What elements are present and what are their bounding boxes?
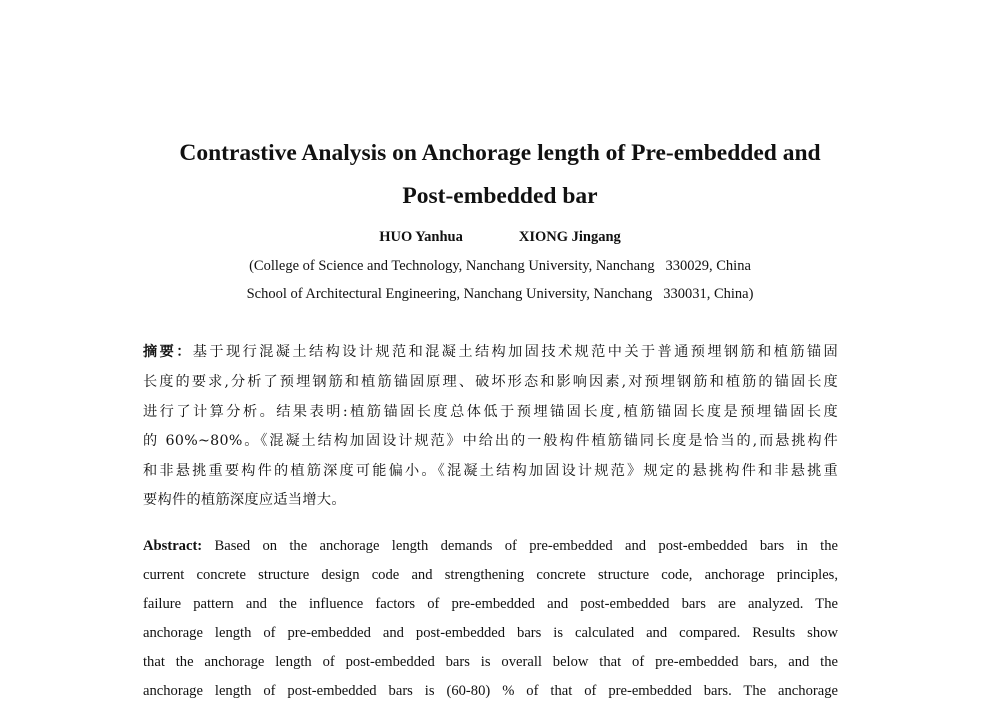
cn-abstract-text: 基于现行混凝土结构设计规范和混凝土结构加固技术规范中关于普通预埋钢筋和植筋锚固 [192,344,838,360]
paper-title-line-1: Contrastive Analysis on Anchorage length of Pre-embedded and [179,140,821,166]
en-abstract-line: that the anchorage length of post-embedded bars is overall below that of pre-embedded bars, and the [143,654,838,670]
author-1: HUO Yanhua [379,229,463,245]
cn-abstract-line: 的 60%~80%。《混凝土结构加固设计规范》中给出的一般构件植筋锚同长度是恰当的,而悬挑构件 [143,433,838,449]
cn-abstract-line: 进行了计算分析。结果表明:植筋锚固长度总体低于预埋锚固长度,植筋锚固长度是预埋锚固长度 [143,404,838,420]
author-2: XIONG Jingang [518,229,621,245]
affiliation-2: School of Architectural Engineering, Nanchang University, Nanchang 330031, China) [246,286,754,302]
en-abstract-label: Abstract: [143,538,203,554]
cn-abstract-line [143,343,838,361]
en-abstract-line [143,537,838,555]
cn-abstract-line: 要构件的植筋深度应适当增大。 [143,492,346,508]
en-abstract-line: anchorage length of post-embedded bars is (60-80) % of that of pre-embedded bars. The anchorage [143,683,838,699]
cn-abstract-line: 和非悬挑重要构件的植筋深度可能偏小。《混凝土结构加固设计规范》规定的悬挑构件和非悬挑重 [143,463,838,479]
cn-abstract-line: 长度的要求,分析了预埋钢筋和植筋锚固原理、破坏形态和影响因素,对预埋钢筋和植筋的锚固长度 [143,374,838,390]
paper-title-line-2: Post-embedded bar [402,183,598,209]
cn-abstract-label: 摘要： [143,344,193,360]
en-abstract-line: anchorage length of pre-embedded and post-embedded bars is calculated and compared. Results show [143,625,838,641]
en-abstract-text: Based on the anchorage length demands of pre-embedded and post-embedded bars in the [202,538,838,554]
authors [0,229,1000,246]
en-abstract-line: current concrete structure design code and strengthening concrete structure code, anchorage principles, [143,567,838,583]
affiliation-1: (College of Science and Technology, Nanchang University, Nanchang 330029, China [249,258,751,274]
en-abstract-line: failure pattern and the influence factors of pre-embedded and post-embedded bars are analyzed. The [143,596,838,612]
